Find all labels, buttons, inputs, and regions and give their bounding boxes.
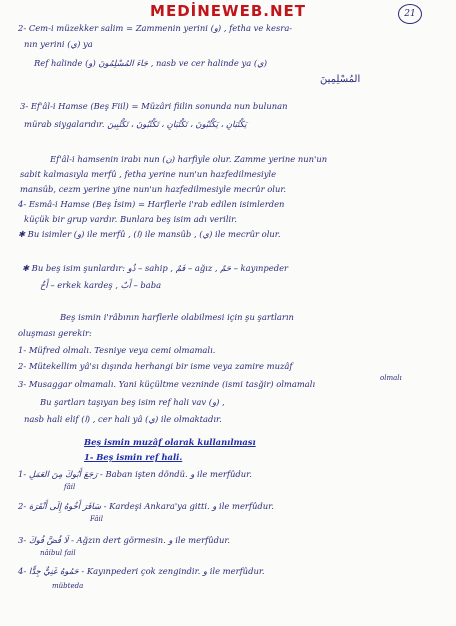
text-line-14: أَخٌ – erkek kardeş , أَبٌ – baba — [40, 280, 162, 290]
text-line-7: Ef'âl-i hamsenin irabı nun (ن) harfiyle olur. Zamme yerine nun'un — [50, 154, 328, 164]
text-line-25: 1- رَجَعَ أَبُوكَ مِنَ العَمَلِ - Baban işten döndü. و ile merfûdur. — [18, 469, 252, 479]
text-line-13: ✱ Bu beş isim şunlardır: ذُو – sahip , فَمٌ – ağız , حَمٌ – kayınpeder — [22, 263, 289, 273]
text-line-26: fâil — [64, 483, 76, 491]
text-line-21: Bu şartları taşıyan beş isim ref hali vav (و) , — [40, 397, 225, 407]
text-line-30: nâibul fail — [40, 549, 76, 557]
text-line-8: sabit kalmasıyla merfû , fetha yerine nun'un hazfedilmesiyle — [20, 169, 277, 179]
text-line-1: 2- Cem-i müzekker salim = Zammenin yerini (و) , fetha ve kesra- — [18, 23, 293, 33]
text-line-5: 3- Ef'âl-i Hamse (Beş Fiil) = Müzâri fiilin sonunda nun bulunan — [20, 101, 288, 111]
text-line-24: 1- Beş ismin ref hali. — [84, 452, 183, 462]
text-line-29: 3- لَا فُضَّ فُوكَ - Ağzın dert görmesin. و ile merfûdur. — [18, 535, 231, 545]
text-line-4: المُسْلِمِينَ — [320, 74, 361, 85]
text-line-3: Ref halinde (و) جَاءَ المُسْلِمُونَ , nasb ve cer halinde ya (ي) — [34, 58, 268, 68]
text-line-15: Beş ismin i'râbının harflerle olabilmesi için şu şartların — [60, 312, 294, 322]
text-line-12: ✱ Bu isimler (و) ile merfû , (ا) ile mansûb , (ي) ile mecrûr olur. — [18, 229, 281, 239]
text-line-28: Fâil — [90, 515, 104, 523]
text-line-23: Beş ismin muzâf olarak kullanılması — [84, 437, 256, 447]
page-number: 21 — [398, 4, 422, 24]
text-line-27: 2- سَافَرَ أَخُوهُ إِلَى أَنْقَرَة - Kardeşi Ankara'ya gitti. و ile merfûdur. — [18, 501, 274, 511]
site-watermark: MEDİNEWEB.NET — [150, 2, 306, 20]
text-line-22: nasb hali elif (ا) , cer hali yâ (ي) ile olmaktadır. — [24, 414, 222, 424]
text-line-32: mübteda — [52, 582, 84, 590]
text-line-10: 4- Esmâ-i Hamse (Beş İsim) = Harflerle i'rab edilen isimlerden — [18, 199, 285, 209]
text-line-11: küçük bir grup vardır. Bunlara beş isim adı verilir. — [24, 214, 237, 224]
text-line-19: olmalı — [380, 374, 402, 382]
text-line-9: mansûb, cezm yerine yine nun'un hazfedilmesiyle mecrûr olur. — [20, 184, 287, 194]
text-line-18: 2- Mütekellim yâ'sı dışında herhangi bir isme veya zamire muzâf — [18, 361, 293, 371]
text-line-6: mürab siygalarıdır. يَكْتُبَانِ ، يَكْتُبُونَ ، تَكْتُبَانِ ، تَكْتُبُونَ ، تَكْتُبِينَ — [24, 119, 247, 129]
text-line-20: 3- Musaggar olmamalı. Yani küçültme vezninde (ismi tasğir) olmamalı — [18, 379, 316, 389]
text-line-17: 1- Müfred olmalı. Tesniye veya cemi olmamalı. — [18, 345, 216, 355]
text-line-2: nın yerini (ي) ya — [24, 39, 93, 49]
text-line-16: oluşması gerekir: — [18, 328, 92, 338]
text-line-31: 4- حَمُوهُ غَنِيٌّ جِدًّا - Kayınpederi çok zengindir. و ile merfûdur. — [18, 566, 265, 576]
